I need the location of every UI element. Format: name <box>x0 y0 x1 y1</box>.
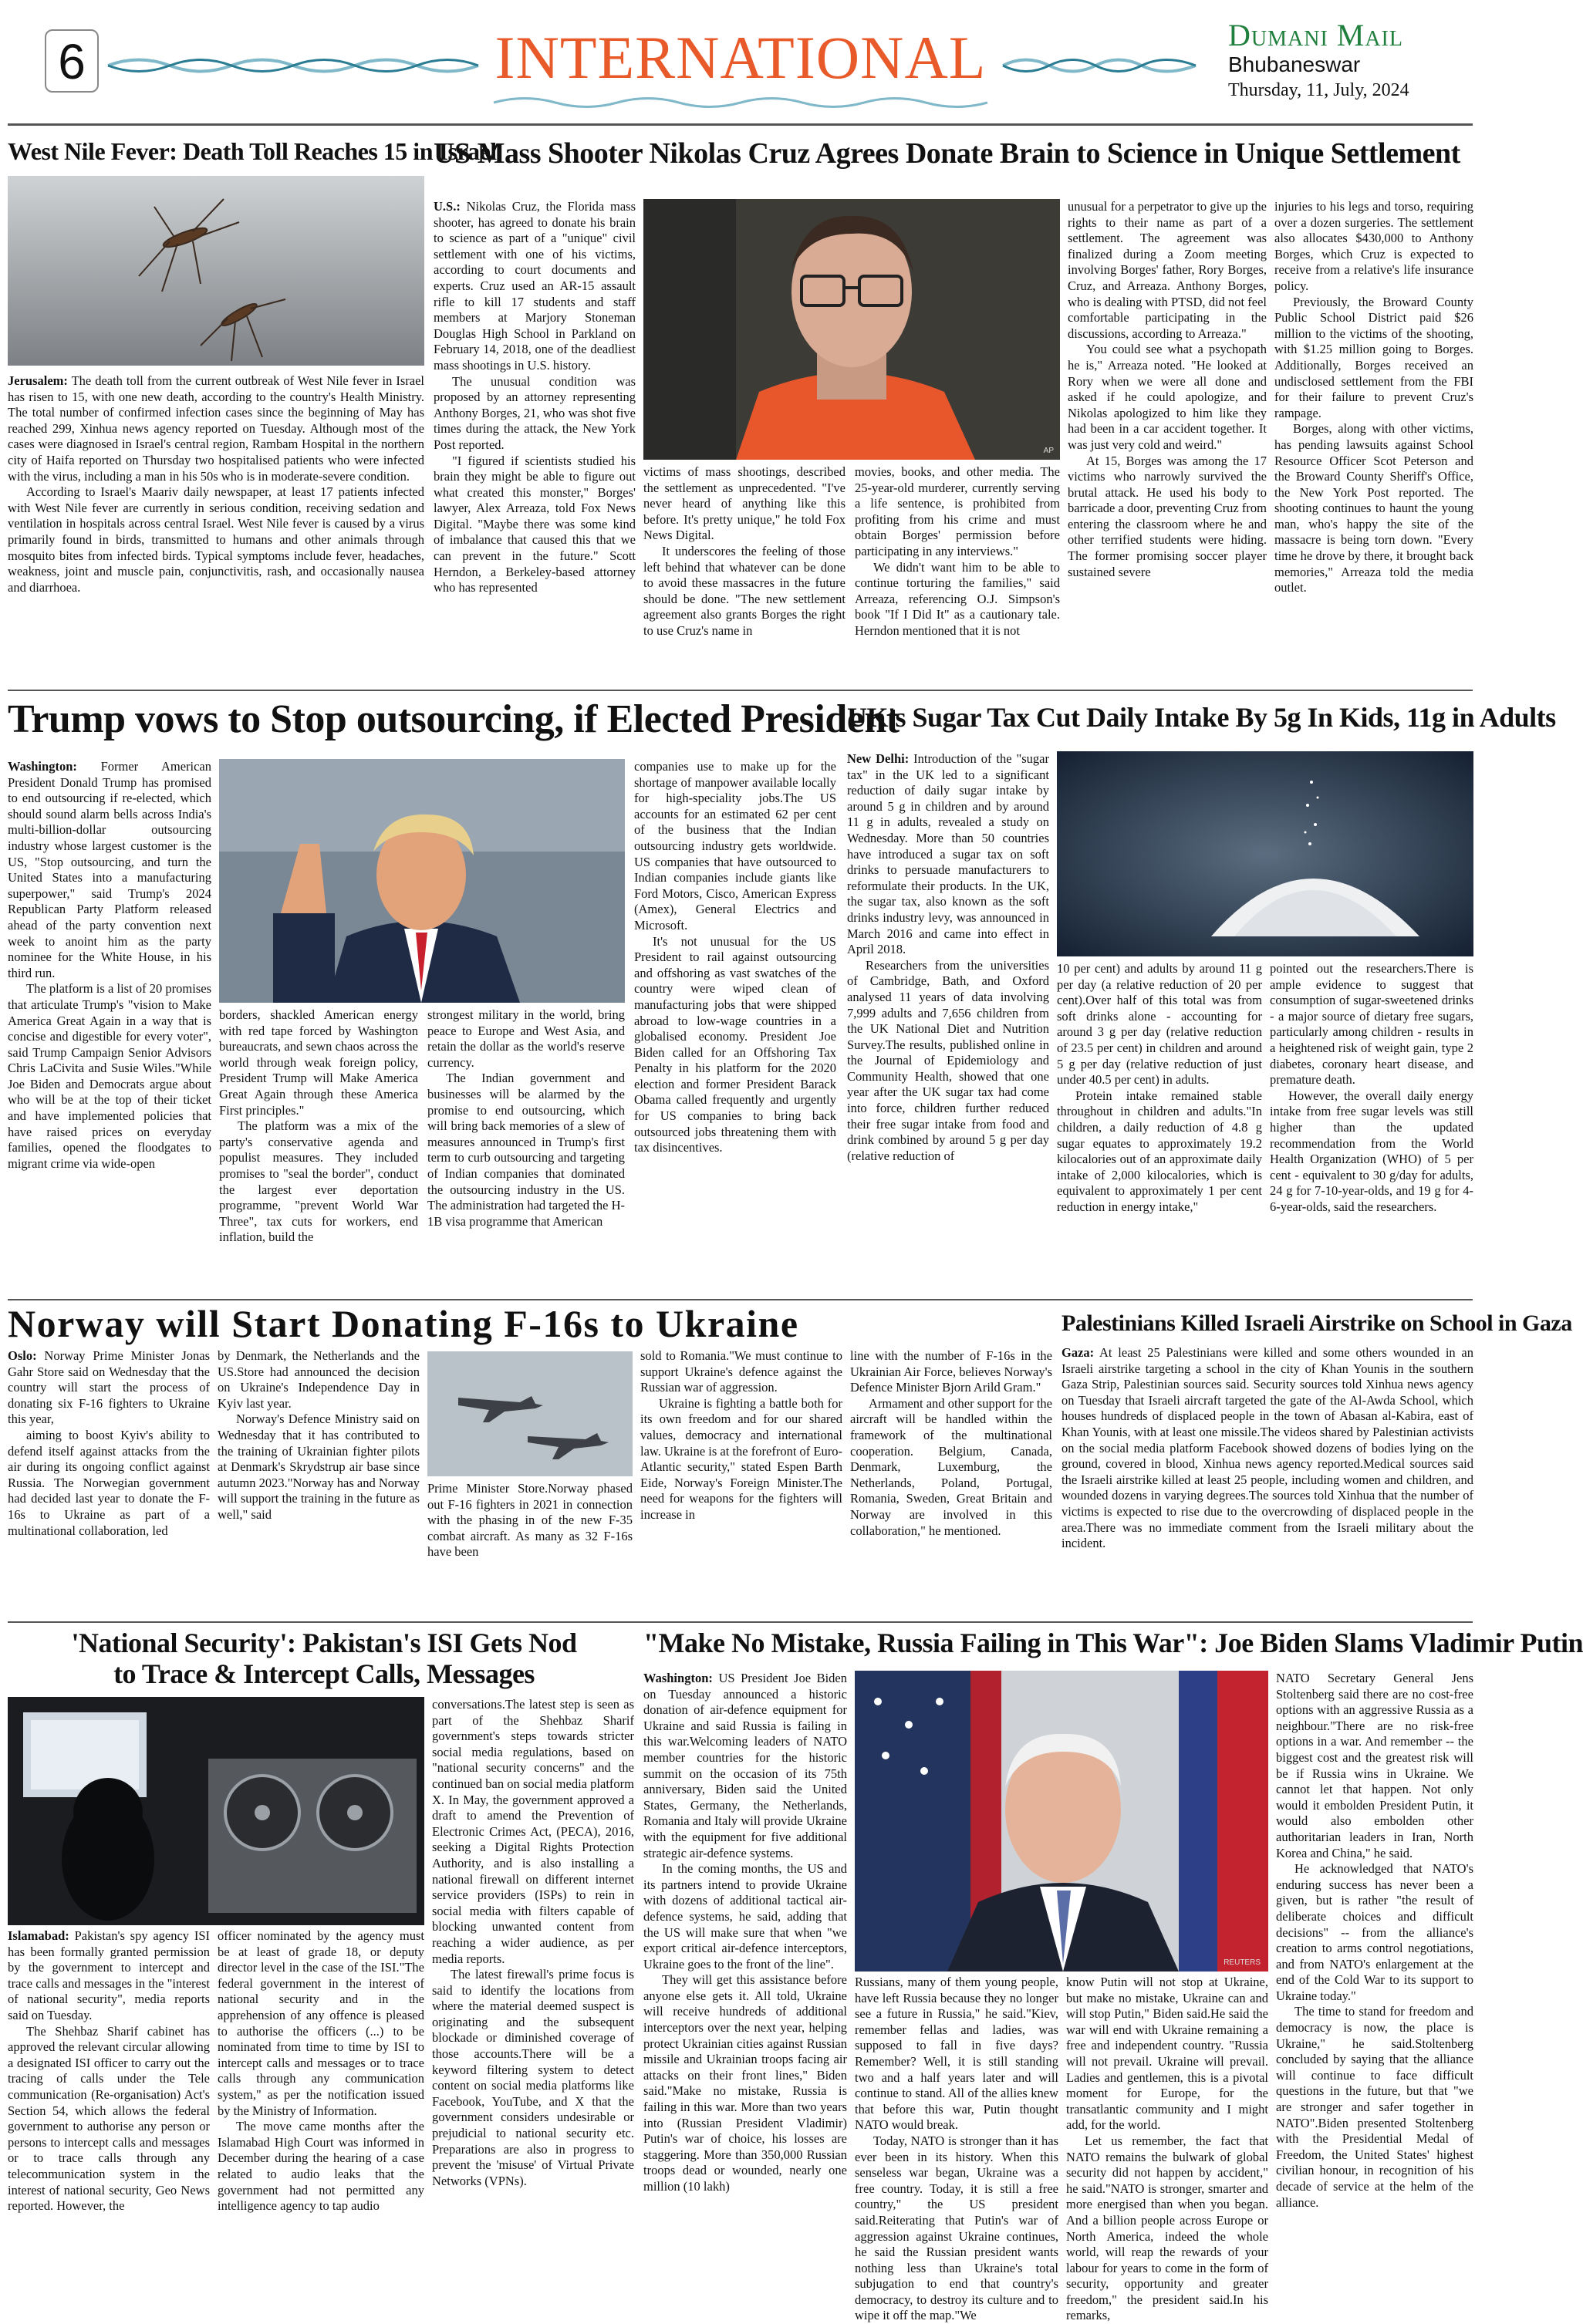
paper-city: Bhubaneswar <box>1228 52 1361 76</box>
gaza-dateline: Gaza: <box>1062 1345 1095 1360</box>
westnile-dateline: Jerusalem: <box>8 373 68 388</box>
cruz-col-3 <box>855 464 1060 682</box>
cruz-col4-para-3: At 15, Borges was among the 17 victims who narrowly survived the brutal attack. He used his body to barricade a door, preventing Cruz from entering the classroom where he and other terrified students were hiding. The former promising soccer player sustained severe <box>1068 453 1267 579</box>
biden-headline: "Make No Mistake, Russia Failing in This War": Joe Biden Slams Vladimir Putin <box>643 1627 1583 1658</box>
section-title: INTERNATIONAL <box>494 24 987 91</box>
isi-dateline: Islamabad: <box>8 1928 69 1943</box>
westnile-body <box>8 373 424 682</box>
isi-col2-para-1: officer nominated by the agency must be at least of grade 18, or deputy director level in the case of the ISI."The federal government in the interest of national security and in the apprehension of any offence is pleased to authorise the officers (...) to be nominated from time to time by ISI to intercept calls and messages or to trace calls through any communication system," as per the notification issued by the Ministry of Information. <box>218 1928 424 2118</box>
trump-col1-para-2: The platform is a list of 20 promises that articulate Trump's "vision to Make America Great Again in a way that is concise and digestible for every voter", said Trump Campaign Senior Advisors Chris LaCivita and Susie Wiles."While Joe Biden and Democrats argue about who will be at the top of their ticket and have implemented policies that have raised prices on everyday families, opened the floodgates to migrant crime via wide-open <box>8 981 211 1171</box>
issue-date: Thursday, 11, July, 2024 <box>1228 80 1409 100</box>
biden-col2-para-1: Russians, many of them young people, have left Russia because they no longer see a future in Russia," he said."Kiev, remember fellas and ladies, was supposed to fall in five days? Remember? Well, it is still standing two and a half years later and will continue to stand. All of the allies knew that before this war, Putin thought NATO would break. <box>855 1975 1058 2133</box>
biden-col1-para-1: US President Joe Biden on Tuesday announced a historic donation of air-defence equipment for Ukraine and said Russia is failing in this war.Welcoming leaders of NATO member countries for the historic summit on the occasion of its 75th anniversary, Biden said the United States, Germany, the Netherlands, Romania and Italy will provide Ukraine with the equipment for five additional strategic air-defence systems. <box>643 1671 847 1860</box>
sugar-col1-para-2: Researchers from the universities of Cambridge, Bath, and Oxford analysed 11 years of data involving 7,999 adults and 7,656 children from the UK National Diet and Nutrition Survey.The results, published online in the Journal of Epidemiology and Community Health, showed that one year after the UK sugar tax had come into force, children further reduced their free sugar intake from food and drink combined by around 5 g per day (relative reduction of <box>847 957 1049 1163</box>
masthead-rule <box>8 123 1473 126</box>
isi-col3-para-1: conversations.The latest step is seen as part of the Shehbaz Sharif government's steps towards stricter social media regulations, based on "national security concerns" and the continued ban on social media platform X. In May, the government approved a draft to amend the Prevention of Electronic Crimes Act, (PECA), 2016, seeking a Digital Rights Protection Authority, and is also installing a national firewall on different internet service providers (ISPs) to rein in social media with filters capable of blocking unwanted content from reaching a wider audience, as per media reports. <box>432 1697 634 1966</box>
cruz-col1-para-1: Nikolas Cruz, the Florida mass shooter, has agreed to donate his brain to science as part of a "unique" civil settlement with one of his victims, according to court documents and experts. Cruz used an AR-15 assault rifle to kill 17 students and staff members at Marjory Stoneman Douglas High School in Parkland on February 14, 2018, one of the deadliest mass shootings in U.S. history. <box>434 199 636 373</box>
trump-dateline: Washington: <box>8 759 77 774</box>
biden-col-4 <box>1276 1671 1473 2314</box>
cruz-col-5 <box>1274 199 1473 682</box>
isi-col-2 <box>218 1928 424 2314</box>
biden-col-3 <box>1066 1975 1268 2323</box>
sugar-headline: UK's Sugar Tax Cut Daily Intake By 5g In Kids, 11g in Adults <box>847 702 1556 733</box>
cruz-photo-credit: AP <box>1043 447 1054 455</box>
biden-col2-para-2: Today, NATO is stronger than it has ever been in its history. When this senseless war began, Ukraine was a free country. Today, it is still a free country," the US president said.Reiterating that Putin's war of aggression against Ukraine continues, he said the Russian president wants nothing less than Ukraine's total subjugation to end that country's democracy, to destroy its culture and to wipe it off the map."We <box>855 2133 1058 2323</box>
isi-col-1 <box>8 1928 210 2314</box>
isi-headline-line-1: 'National Security': Pakistan's ISI Gets Nod <box>71 1627 577 1658</box>
cruz-photo <box>643 199 1060 460</box>
page-number: 6 <box>45 29 99 93</box>
isi-headline-line-2: to Trace & Intercept Calls, Messages <box>113 1658 535 1689</box>
norway-col3-para-1: Prime Minister Store.Norway phased out F-16 fighters in 2021 in connection with the phasing in of the new F-35 combat aircraft. As many as 32 F-16s have been <box>427 1481 633 1560</box>
cruz-col3-para-1: movies, books, and other media. The 25-year-old murderer, currently serving a life sentence, is prohibited from profiting from his crime and must obtain Borges' permission before participating in any interviews." <box>855 464 1060 558</box>
trump-col-2 <box>219 1007 418 1293</box>
row2-rule <box>8 1299 1473 1300</box>
trump-col-3 <box>427 1007 625 1293</box>
cruz-col5-para-3: Borges, along with other victims, has pending lawsuits against School Resource Officer Scot Peterson and the Broward County Sheriff's Office, the New York Post reported. The shooting continues to haunt the young man, who's happy the site of the massacre is being torn down. "Every time he drove by there, it brought back memories," Arreaza told the media outlet. <box>1274 421 1473 595</box>
sugar-col-3 <box>1270 961 1473 1293</box>
biden-col-2 <box>855 1975 1058 2323</box>
trump-col2-para-2: The platform was a mix of the party's conservative agenda and populist measures. They included promises to "seal the border", conduct the largest ever deportation programme, "prevent World War Three", tax cuts for workers, end inflation, build the <box>219 1118 418 1245</box>
cruz-col1-para-2: The unusual condition was proposed by an attorney representing Anthony Borges, 21, who was shot five times during the attack, the New York Post reported. <box>434 373 636 452</box>
sugar-col3-para-1: pointed out the researchers.There is ample evidence to suggest that consumption of sugar-sweetened drinks - a major source of dietary free sugars, particularly among children - results in a heightened risk of weight gain, type 2 diabetes, coronary heart disease, and premature death. <box>1270 961 1473 1088</box>
cruz-col4-para-2: You could see what a psychopath he is," Arreaza noted. "He looked at Rory when we were all done and asked if he could apologize, and Nikolas apologized to him like they had been in a car accident together. It was just very cold and weird." <box>1068 342 1267 452</box>
row3-rule <box>8 1621 1473 1623</box>
biden-col3-para-2: Let us remember, the fact that NATO remains the bulwark of global security did not happen by accident," he said."NATO is stronger, smarter and more energised than when you began. And a billion people across Europe or North America, indeed the whole world, will reap the rewards of your labour for years to come in the form of security, opportunity and greater freedom," the president said.In his remarks, <box>1066 2133 1268 2323</box>
ribbon-ornament-bottom <box>494 94 987 111</box>
sugar-col2-para-2: Protein intake remained stable throughout in children and adults."In children, a daily reduction of 4.8 g sugar equates to approximately 19.2 kilocalories out of an approximate daily intake of 2,000 kilocalories, which is equivalent to approximately 1 per cent reduction in energy intake," <box>1057 1088 1262 1214</box>
trump-photo <box>219 759 625 1003</box>
isi-col1-para-2: The Shehbaz Sharif cabinet has approved the relevant circular allowing a designated ISI officer to carry out the tracing of calls under the Tele communication (Re-organisation) Act's Section 54, which allows the federal government to authorise any person or persons to intercept calls and messages or to trace calls through any telecommunication system in the interest of national security, Geo News reported. However, the <box>8 2023 210 2214</box>
ribbon-ornament-left <box>108 54 478 77</box>
norway-col1-para-1: Norway Prime Minister Jonas Gahr Store said on Wednesday that the country will start the process of donating six F-16 fighters to Ukraine this year, <box>8 1348 210 1427</box>
paper-name: Dumani Mail <box>1228 18 1403 52</box>
cruz-col5-para-1: injuries to his legs and torso, requiring over a dozen surgeries. The settlement also allocates $430,000 to Anthony Borges, which Cruz is expected to receive from a relative's life insurance policy. <box>1274 199 1473 293</box>
gaza-headline: Palestinians Killed Israeli Airstrike on School in Gaza <box>1062 1310 1572 1336</box>
cruz-col-4 <box>1068 199 1267 682</box>
biden-col4-para-1: NATO Secretary General Jens Stoltenberg said there are no cost-free options with an aggressive Russia as a neighbour."There are no risk-free options in a war. And remember -- the biggest cost and the greatest risk will be if Russia wins in Ukraine. We cannot let that happen. Not only would it embolden President Putin, it would also embolden other authoritarian leaders in Iran, North Korea and China," he said. <box>1276 1671 1473 1860</box>
mosquito-photo <box>8 176 424 366</box>
trump-col-4 <box>634 759 836 1293</box>
biden-photo-credit: REUTERS <box>1224 1958 1261 1967</box>
gaza-body <box>1062 1345 1473 1617</box>
row1-rule <box>8 690 1473 691</box>
gaza-para-1: At least 25 Palestinians were killed and some others wounded in an Israeli airstrike targeting a school in the city of Khan Younis in the southern Gaza Strip, Palestinian sources said. Security sources told Xinhua news agency on Tuesday that Israeli aircraft targeted the gate of the Al-Awda School, which houses hundreds of displaced people in the town of Abasan al-Kabira, east of Khan Younis, with at least one missile.The videos shared by Palestinian activists on the social media platform Facebook showed dozens of bodies lying on the ground, covered in blood, Xinhua news agency reported.Medical sources said the Israeli airstrike killed at least 25 people, including women and children, and wounded dozens in varying degrees.The sources told Xinhua that the number of victims is expected to rise due to the overcrowding of displaced people in the area.There was no immediate comment from the Israeli military about the incident. <box>1062 1345 1473 1551</box>
norway-col2-para-2: Norway's Defence Ministry said on Wednesday that it has contributed to the training of Ukrainian fighter pilots at Denmark's Skrydstrup air base since autumn 2023."Norway has and Norway will support the training in the future as well," said <box>218 1412 420 1522</box>
cruz-col2-para-1: victims of mass shootings, described the settlement as unprecedented. "I've never heard of anything like this before. It's pretty unique," he told Fox News Digital. <box>643 464 846 543</box>
cruz-col1-para-3: "I figured if scientists studied his brain they might be able to figure out what created this monster," Borges' lawyer, Alex Arreaza, told Fox News Digital. "Maybe there was some kind of imbalance that caused this that we can prevent in the future." Scott Herndon, a Berkeley-based attorney who has represented <box>434 453 636 595</box>
isi-photo <box>8 1697 424 1925</box>
trump-col-1 <box>8 759 211 1293</box>
norway-col-5 <box>850 1348 1052 1617</box>
sugar-photo <box>1057 751 1473 956</box>
norway-col1-para-2: aiming to boost Kyiv's ability to defend itself against attacks from the air during its ongoing conflict against Russia. The Norwegian government had decided last year to donate the F-16s to Ukraine as part of a multinational collaboration, led <box>8 1427 210 1538</box>
westnile-para-2: According to Israel's Maariv daily newspaper, at least 17 patients infected with West Nile fever are currently in serious condition, receiving sedation and ventilation in hospitals across central Israel. West Nile fever is caused by a virus primarily found in birds, transmitted to humans and other animals through mosquito bites from infected birds. Typical symptoms include fever, headaches, weakness, joint and muscle pain, conjunctivitis, rash, and occasionally nausea and diarrhoea. <box>8 484 424 595</box>
norway-col5-para-2: Armament and other support for the aircraft will be handled within the framework of the multinational cooperation. Belgium, Canada, Denmark, Luxemburg, the Netherlands, Poland, Portugal, Romania, Sweden, Great Britain and Norway are involved in this collaboration," he mentioned. <box>850 1395 1052 1538</box>
sugar-col1-para-1: Introduction of the "sugar tax" in the UK led to a significant reduction of daily sugar intake by around 5 g in children and by around 11 g in adults, revealed a study on Wednesday. More than 50 countries have introduced a sugar tax on soft drinks to persuade manufacturers to reformulate their products. In the UK, the sugar tax, also known as the soft drinks industry levy, was announced in March 2016 and came into effect in April 2018. <box>847 751 1050 957</box>
isi-col1-para-1: Pakistan's spy agency ISI has been formally granted permission by the government to intercept and trace calls and messages in the "interest of national security", media reports said on Tuesday. <box>8 1928 210 2022</box>
cruz-dateline: U.S.: <box>434 199 461 214</box>
biden-col4-para-2: He acknowledged that NATO's enduring success has never been a given, but is rather "the result of deliberate choices and difficult decisions" -- from the alliance's creation to arms control negotiations, and from NATO's enlargement at the end of the Cold War to its support to Ukraine today." <box>1276 1861 1473 2003</box>
biden-col3-para-1: know Putin will not stop at Ukraine, but make no mistake, Ukraine can and will stop Putin," Biden said.He said the war will end with Ukraine remaining a free and independent country. "Russia will not prevail. Ukraine will prevail. Ladies and gentlemen, this is a pivotal moment for Europe, for the transatlantic community and I might add, for the world. <box>1066 1975 1268 2133</box>
sugar-col-2 <box>1057 961 1262 1293</box>
sugar-col-1 <box>847 751 1049 1293</box>
trump-col1-para-1: Former American President Donald Trump has promised to end outsourcing if re-elected, which should sound alarm bells across India's multi-billion-dollar outsourcing industry whose largest customer is the US, "Stop outsourcing, and turn the United States into a manufacturing superpower," said Trump's 2024 Republican Party Platform released ahead of the party convention next week to anoint him as the party nominee for the White House, in his third run. <box>8 759 211 980</box>
isi-col2-para-2: The move came months after the Islamabad High Court was informed in December during the hearing of a case related to audio leaks that the government had not permitted any intelligence agency to tap audio <box>218 2119 424 2214</box>
biden-dateline: Washington: <box>643 1671 713 1685</box>
cruz-col5-para-2: Previously, the Broward County Public School District paid $26 million to the victims of the shooting, with $1.25 million going to Borges. Additionally, Borges received an undisclosed settlement from the FBI for their failure to prevent Cruz's rampage. <box>1274 294 1473 420</box>
biden-col1-para-2: In the coming months, the US and its partners intend to provide Ukraine with dozens of additional tactical air-defence systems, he said, adding that the US will make sure that when "we export critical air-defence interceptors, Ukraine goes to the front of the line". <box>643 1861 847 1972</box>
norway-col-2 <box>218 1348 420 1617</box>
westnile-para-1: The death toll from the current outbreak of West Nile fever in Israel has risen to 15, with one new death, according to the country's Health Ministry. The total number of confirmed infection cases since the beginning of May has reached 299, Xinhua news agency reported on Tuesday. Although most of the cases were diagnosed in Israel's central region, Rambam Hospital in the northern city of Haifa reported on Thursday two hospitalised patients who were infected with the virus, including a man in his 50s who is in moderate-severe condition. <box>8 373 424 484</box>
biden-col-1 <box>643 1671 847 2314</box>
trump-col2-para-1: borders, shackled American energy with red tape forced by Washington bureaucrats, and sewn chaos across the world through weak foreign policy, President Trump will Make America Great Again through these America First principles." <box>219 1007 418 1118</box>
biden-col1-para-3: They will get this assistance before anyone else gets it. All told, Ukraine will receive hundreds of additional interceptors over the next year, helping protect Ukrainian cities against Russian missile and Ukrainian troops facing air attacks on their front lines," Biden said."Make no mistake, Russia is failing in this war. More than two years into (Russian President Vladimir) Putin's war of choice, his losses are staggering. More than 350,000 Russian troops dead or wounded, nearly one million (10 lakh) <box>643 1972 847 2194</box>
norway-col-3 <box>427 1481 633 1617</box>
isi-col-3 <box>432 1697 634 2314</box>
sugar-col2-para-1: 10 per cent) and adults by around 11 g per day (a relative reduction of 20 per cent).Over half of this total was from soft drinks alone - accounting for around 3 g per day (relative reduction of 23.5 per cent) in children and around 5 g per day (relative reduction of just under 40.5 per cent) in adults. <box>1057 961 1262 1088</box>
isi-col3-para-2: The latest firewall's prime focus is said to identify the locations from where the material deemed suspect is originating and the subsequent blockade or diminished coverage of those accounts.There will be a keyword filtering system to detect content on social media platforms like Facebook, YouTube, and X that the government considers undesirable or prejudicial to national security etc. Preparations are also in progress to prevent the 'misuse' of Virtual Private Networks (VPNs). <box>432 1967 634 2188</box>
cruz-col3-para-2: We didn't want him to be able to continue torturing the families," said Arreaza, referencing O.J. Simpson's book "If I Did It" as a cautionary tale. Herndon mentioned that it is not <box>855 559 1060 638</box>
norway-col4-para-2: Ukraine is fighting a battle both for its own freedom and for our shared values, democracy and international law. Ukraine is at the forefront of Euro-Atlantic security," stated Espen Barth Eide, Norway's Foreign Minister.The need for weapons for the fighters will increase in <box>640 1395 842 1522</box>
norway-col-4 <box>640 1348 842 1617</box>
trump-col3-para-2: The Indian government and businesses will be alarmed by the promise to end outsourcing, which will bring back memories of a slew of measures announced in Trump's first term to curb outsourcing and targeting of Indian companies that dominated the outsourcing industry in the US. The administration had targeted the H-1B visa programme that American <box>427 1071 625 1229</box>
ribbon-ornament-right <box>1003 54 1196 77</box>
trump-col3-para-1: strongest military in the world, bring peace to Europe and West Asia, and retain the dollar as the world's reserve currency. <box>427 1007 625 1070</box>
cruz-headline: US Mass Shooter Nikolas Cruz Agrees Donate Brain to Science in Unique Settlement <box>434 137 1460 170</box>
cruz-col2-para-2: It underscores the feeling of those left behind that whatever can be done to avoid these massacres in the future should be done. "The new settlement agreement also grants Borges the right to use Cruz's name in <box>643 543 846 638</box>
cruz-col-1 <box>434 199 636 682</box>
norway-headline: Norway will Start Donating F-16s to Ukraine <box>8 1302 799 1345</box>
norway-col2-para-1: by Denmark, the Netherlands and the US.Store had announced the decision on Ukraine's Independence Day in Kyiv last year. <box>218 1348 420 1411</box>
cruz-col4-para-1: unusual for a perpetrator to give up the rights to their name as part of a settlement. The agreement was finalized during a Zoom meeting involving Borges' father, Rory Borges, Cruz, and Arreaza. Anthony Borges, who is dealing with PTSD, did not feel comfortable participating in the discussions, according to Arreaza." <box>1068 199 1267 341</box>
norway-col4-para-1: sold to Romania."We must continue to support Ukraine's defence against the Russian war of aggression. <box>640 1348 842 1395</box>
f16-photo <box>427 1351 633 1476</box>
westnile-headline: West Nile Fever: Death Toll Reaches 15 in Israel <box>8 137 497 165</box>
trump-headline: Trump vows to Stop outsourcing, if Elected President <box>8 697 900 741</box>
cruz-col-2 <box>643 464 846 682</box>
biden-photo <box>855 1671 1268 1972</box>
sugar-col3-para-2: However, the overall daily energy intake from free sugar levels was still higher than the updated recommendation from the World Health Organization (WHO) of 5 per cent - equivalent to 30 g/day for adults, 24 g for 7-10-year-olds, and 19 g for 4-6-year-olds, said the researchers. <box>1270 1088 1473 1214</box>
norway-dateline: Oslo: <box>8 1348 37 1363</box>
sugar-dateline: New Delhi: <box>847 751 910 766</box>
biden-col4-para-3: The time to stand for freedom and democracy is now, the place is Ukraine," he said.Stoltenberg concluded by saying that the alliance will continue to face difficult questions in the future, but that "we are stronger and safer together in NATO".Biden presented Stoltenberg with the Presidential Medal of Freedom, the United States' highest civilian honour, in recognition of his decade of service at the helm of the alliance. <box>1276 2004 1473 2210</box>
norway-col5-para-1: line with the number of F-16s in the Ukrainian Air Force, believes Norway's Defence Minister Bjorn Arild Gram." <box>850 1348 1052 1395</box>
norway-col-1 <box>8 1348 210 1617</box>
trump-col4-para-1: companies use to make up for the shortage of manpower available locally for high-speciality jobs.The US accounts for an estimated 62 per cent of the business that the Indian outsourcing industry gets worldwide. US companies that have outsourced to Indian companies include giants like Ford Motors, Cisco, American Express (Amex), General Electrics and Microsoft. <box>634 759 836 933</box>
trump-col4-para-2: It's not unusual for the US President to rail against outsourcing and offshoring as vast swatches of the country were wiped clean of manufacturing jobs that were shipped abroad to low-wage countries in a globalised economy. President Joe Biden called for an Offshoring Tax Penalty in his platform for the 2020 election and former President Barack Obama called frequently and urgently for US companies to bring back outsourced jobs threatening them with tax disincentives. <box>634 933 836 1155</box>
